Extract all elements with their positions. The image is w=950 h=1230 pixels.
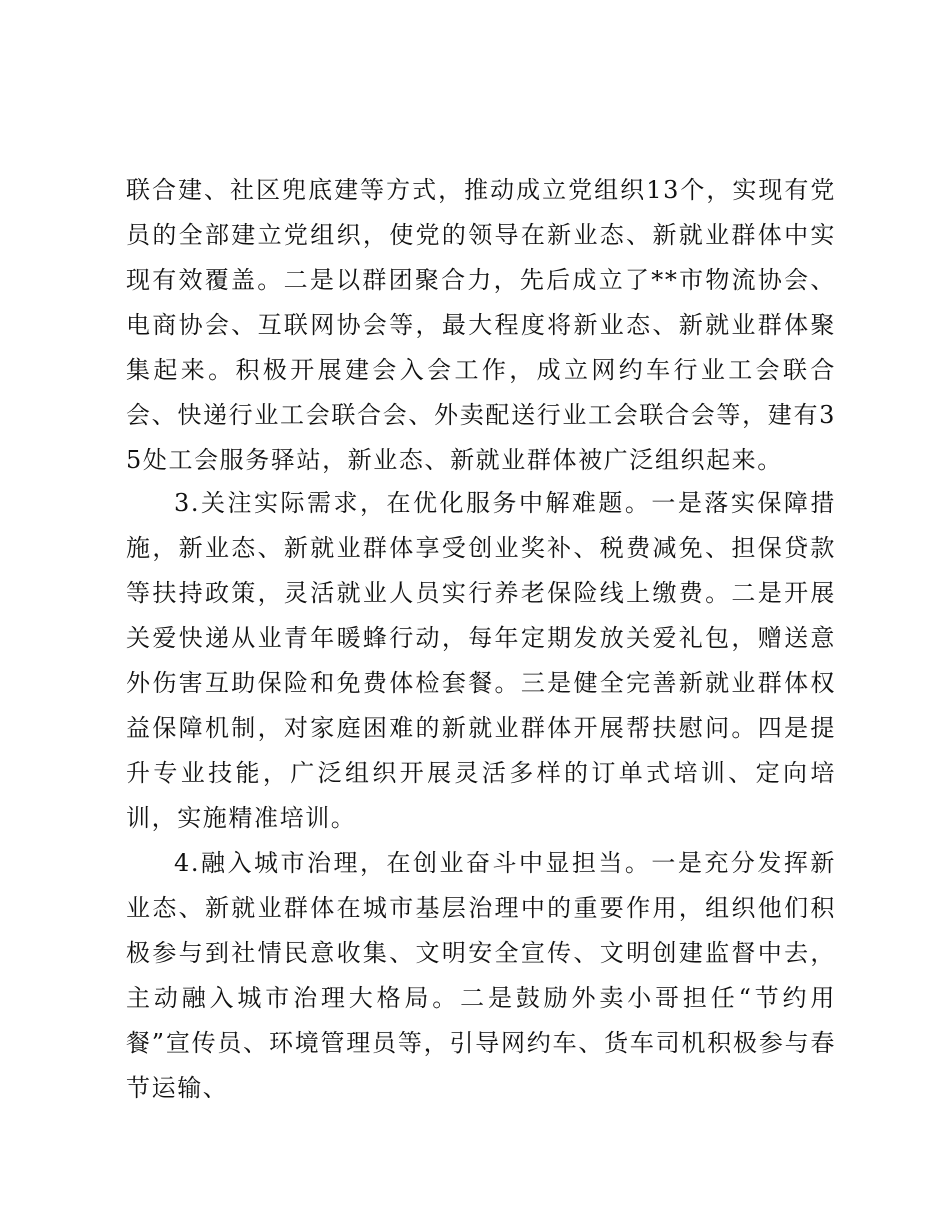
paragraph-4-urban-governance: 4.融入城市治理，在创业奋斗中显担当。一是充分发挥新业态、新就业群体在城市基层治理中的重要作用，组织他们积极参与到社情民意收集、文明安全宣传、文明创建监督中去，主动融入城市治理大格局。二是鼓励外卖小哥担任“节约用餐”宣传员、环境管理员等，引导网约车、货车司机积极参与春节运输、 bbox=[126, 849, 836, 1102]
paragraph-3-service-needs: 3.关注实际需求，在优化服务中解难题。一是落实保障措施，新业态、新就业群体享受创业奖补、税费减免、担保贷款等扶持政策，灵活就业人员实行养老保险线上缴费。二是开展关爱快递从业青年暖蜂行动，每年定期发放关爱礼包，赠送意外伤害互助保险和免费体检套餐。三是健全完善新就业群体权益保障机制，对家庭困难的新就业群体开展帮扶慰问。四是提升专业技能，广泛组织开展灵活多样的订单式培训、定向培训，实施精准培训。 bbox=[126, 489, 836, 832]
paragraph-party-organization-coverage: 联合建、社区兜底建等方式，推动成立党组织13个，实现有党员的全部建立党组织，使党的领导在新业态、新就业群体中实现有效覆盖。二是以群团聚合力，先后成立了**市物流协会、电商协会、互联网协会等，最大程度将新业态、新就业群体聚集起来。积极开展建会入会工作，成立网约车行业工会联合会、快递行业工会联合会、外卖配送行业工会联合会等，建有35处工会服务驿站，新业态、新就业群体被广泛组织起来。 bbox=[126, 176, 836, 474]
document-page bbox=[126, 0, 846, 1230]
